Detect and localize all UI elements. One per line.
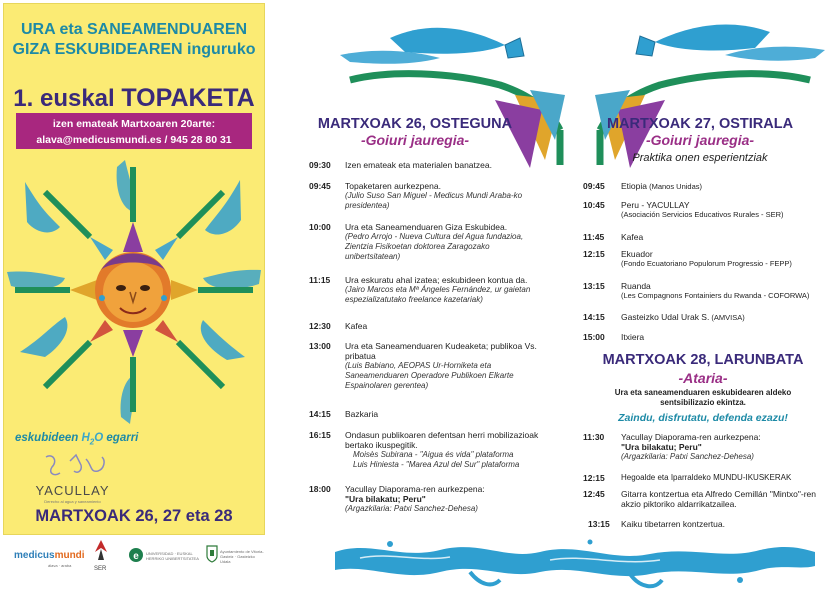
item-desc bbox=[621, 181, 821, 192]
slogan-pre: eskubideen bbox=[15, 432, 79, 444]
top-megaphones bbox=[505, 36, 655, 58]
medicus-name-b: mundi bbox=[54, 550, 85, 561]
item-sub: (Pedro Arrojo - Nueva Cultura del Agua fundazioa, Zientzia Fisikoetan doktorea Zaragozako unibertsitatean) bbox=[345, 232, 524, 261]
item-main: Ondasun publikoaren defentsan herri mobilizazioak bertako ikuspegitik. bbox=[345, 430, 539, 450]
item-main: Yacullay Diaporama-ren aurkezpena: bbox=[345, 484, 485, 494]
day1-title: MARTXOAK 26, OSTEGUNA bbox=[317, 116, 513, 132]
item-main: Ruanda bbox=[621, 281, 651, 291]
university-text: UNIVERSIDAD · EUSKAL HERRIKO UNIBERTSITATEA bbox=[146, 551, 199, 561]
top-water-hands bbox=[340, 25, 825, 64]
poster-title-line2: GIZA ESKUBIDEAREN inguruko bbox=[12, 41, 256, 58]
item-desc bbox=[345, 275, 545, 305]
item-desc bbox=[345, 222, 545, 262]
day3-description bbox=[583, 388, 823, 408]
poster-title bbox=[6, 20, 262, 60]
medicus-mundi-logo bbox=[14, 550, 85, 561]
poster-title-line1: URA eta SANEAMENDUAREN bbox=[20, 21, 248, 38]
day3-desc-line1: Ura eta saneamenduaren eskubidearen aldeko bbox=[614, 388, 792, 397]
item-main: Bazkaria bbox=[345, 409, 379, 419]
item-time: 12:15 bbox=[583, 249, 605, 259]
item-time: 10:45 bbox=[583, 200, 605, 210]
item-main: Gitarra kontzertua eta Alfredo Cemillán "Mintxo"-ren akzio piktoriko aldarrikatzailea. bbox=[621, 489, 817, 509]
item-desc bbox=[345, 484, 545, 514]
day2-venue: -Goiuri jauregia- bbox=[645, 132, 755, 148]
item-time: 11:15 bbox=[309, 275, 331, 285]
item-bold: "Ura bilakatu; Peru" bbox=[621, 442, 702, 452]
item-main: Hegoalde eta Iparraldeko MUNDU-IKUSKERAK bbox=[621, 473, 792, 482]
item-sub: Luis Hiniesta - "Marea Azul del Sur" plataforma bbox=[353, 460, 520, 469]
registration-contact[interactable]: alava@medicusmundi.es / 945 28 80 31 bbox=[36, 134, 232, 146]
item-time: 09:45 bbox=[583, 181, 605, 191]
item-desc bbox=[621, 200, 821, 220]
item-sub: (Argazkilaria: Patxi Sanchez-Dehesa) bbox=[345, 504, 478, 513]
item-sub: (Julio Suso San Miguel - Medicus Mundi Araba-ko presidentea) bbox=[345, 191, 523, 210]
slogan-h: H bbox=[81, 432, 90, 444]
day3-desc-line2: sentsibilizazio ekintza. bbox=[660, 398, 746, 407]
item-desc bbox=[621, 473, 821, 483]
item-main: Ura eskuratu ahal izatea; eskubideen kontua da. bbox=[345, 275, 528, 285]
item-sub: Moisès Subirana - "Aigua és vida" plataforma bbox=[353, 450, 514, 459]
slogan-o: O bbox=[94, 432, 104, 444]
item-sub: (Fondo Ecuatoriano Populorum Progressio - FEPP) bbox=[621, 259, 792, 268]
poster-slogan bbox=[15, 432, 165, 446]
item-desc bbox=[345, 409, 545, 419]
day3-venue: -Ataria- bbox=[678, 370, 728, 386]
item-main: Yacullay Diaporama-ren aurkezpena: bbox=[621, 432, 761, 442]
day2-title: MARTXOAK 27, OSTIRALA bbox=[606, 116, 794, 132]
sun-illustration bbox=[5, 152, 263, 432]
item-desc bbox=[345, 321, 545, 331]
item-desc bbox=[345, 430, 545, 470]
item-desc bbox=[621, 312, 821, 323]
item-sub: (Asociación Servicios Educativos Rurales - SER) bbox=[621, 210, 784, 219]
item-time: 12:15 bbox=[583, 473, 605, 483]
item-extra: (AMVISA) bbox=[709, 313, 745, 322]
poster-dates: MARTXOAK 26, 27 eta 28 bbox=[35, 507, 233, 525]
medicus-name-a: medicus bbox=[14, 550, 55, 561]
item-time: 11:45 bbox=[583, 232, 605, 242]
item-main: Izen emateak eta materialen banatzea. bbox=[345, 160, 492, 170]
item-main: Topaketaren aurkezpena. bbox=[345, 181, 441, 191]
yacullay-tagline: Derecho al agua y saneamiento bbox=[44, 499, 101, 504]
item-time: 11:30 bbox=[583, 432, 605, 442]
item-desc bbox=[621, 519, 821, 529]
ayuntamiento-shield-icon bbox=[206, 545, 218, 563]
item-main: Ura eta Saneamenduaren Kudeaketa; publikoa Vs. pribatua bbox=[345, 341, 537, 361]
item-time: 13:15 bbox=[588, 519, 610, 529]
item-desc bbox=[345, 341, 545, 391]
item-time: 09:45 bbox=[309, 181, 331, 191]
item-main: Etiopia bbox=[621, 181, 647, 191]
slogan-post: egarri bbox=[106, 432, 139, 444]
item-desc bbox=[345, 160, 545, 170]
item-main: Ekuador bbox=[621, 249, 653, 259]
slogan-h2o bbox=[81, 432, 104, 447]
item-time: 14:15 bbox=[309, 409, 331, 419]
topaketa-heading bbox=[6, 84, 262, 113]
day3-title: MARTXOAK 28, LARUNBATA bbox=[602, 352, 804, 368]
medicus-sub: álava · araba bbox=[48, 563, 72, 568]
ser-label: SER bbox=[94, 566, 107, 572]
topaketa-word: TOPAKETA bbox=[121, 84, 255, 112]
registration-line1: izen emateak Martxoaren 20arte: bbox=[52, 118, 216, 130]
item-time: 12:45 bbox=[583, 489, 605, 499]
day1-venue: -Goiuri jauregia- bbox=[360, 132, 470, 148]
bottom-water-wave bbox=[330, 530, 820, 592]
sun-face bbox=[95, 252, 171, 328]
item-time: 15:00 bbox=[583, 332, 605, 342]
item-main: Kafea bbox=[345, 321, 368, 331]
item-sub: (Les Compagnons Fontainiers du Rwanda - COFORWA) bbox=[621, 291, 810, 300]
item-desc bbox=[621, 332, 821, 342]
item-time: 13:00 bbox=[309, 341, 331, 351]
registration-box bbox=[16, 113, 252, 149]
item-desc bbox=[621, 489, 821, 509]
item-main: Gasteizko Udal Urak S. bbox=[621, 312, 710, 322]
item-desc bbox=[621, 232, 821, 242]
item-time: 09:30 bbox=[309, 160, 331, 170]
item-bold: "Ura bilakatu; Peru" bbox=[345, 494, 426, 504]
item-time: 10:00 bbox=[309, 222, 331, 232]
item-main: Kafea bbox=[621, 232, 644, 242]
ayuntamiento-text: Ayuntamiento de Vitoria-Gasteiz · Gasteizko Udala bbox=[220, 549, 264, 564]
topaketa-prefix: 1. euskal bbox=[13, 85, 115, 112]
item-time: 14:15 bbox=[583, 312, 605, 322]
item-time: 18:00 bbox=[309, 484, 331, 494]
item-main: Ura eta Saneamenduaren Giza Eskubidea. bbox=[345, 222, 508, 232]
item-time: 12:30 bbox=[309, 321, 331, 331]
item-desc bbox=[621, 249, 821, 269]
day3-motto: Zaindu, disfrutatu, defenda ezazu! bbox=[618, 412, 788, 424]
university-logo-icon bbox=[128, 547, 144, 563]
slogan-sub: 2 bbox=[89, 437, 95, 447]
item-sub: (Jairo Marcos eta Mª Ángeles Fernández, ur gaietan espezializatutako freelance kazetariak) bbox=[345, 285, 531, 304]
item-extra: (Manos Unidas) bbox=[647, 182, 703, 191]
ser-logo-icon bbox=[94, 540, 108, 564]
item-main: Itxiera bbox=[621, 332, 645, 342]
item-main: Kaiku tibetarren kontzertua. bbox=[621, 519, 725, 529]
day2-subtitle: Praktika onen esperientziak bbox=[632, 152, 768, 164]
item-sub: (Argazkilaria: Patxi Sanchez-Dehesa) bbox=[621, 452, 754, 461]
item-time: 16:15 bbox=[309, 430, 331, 440]
item-sub: (Luis Babiano, AEOPAS Ur-Horniketa eta Saneamenduaren Operadore Publikoen Elkarte Espainolaren gerentea) bbox=[345, 361, 514, 390]
item-desc bbox=[621, 432, 821, 462]
item-main: Peru - YACULLAY bbox=[621, 200, 690, 210]
item-time: 13:15 bbox=[583, 281, 605, 291]
item-desc bbox=[621, 281, 821, 301]
svg-text:e: e bbox=[133, 551, 139, 562]
item-desc bbox=[345, 181, 545, 211]
yacullay-name: YACULLAY bbox=[35, 483, 110, 498]
